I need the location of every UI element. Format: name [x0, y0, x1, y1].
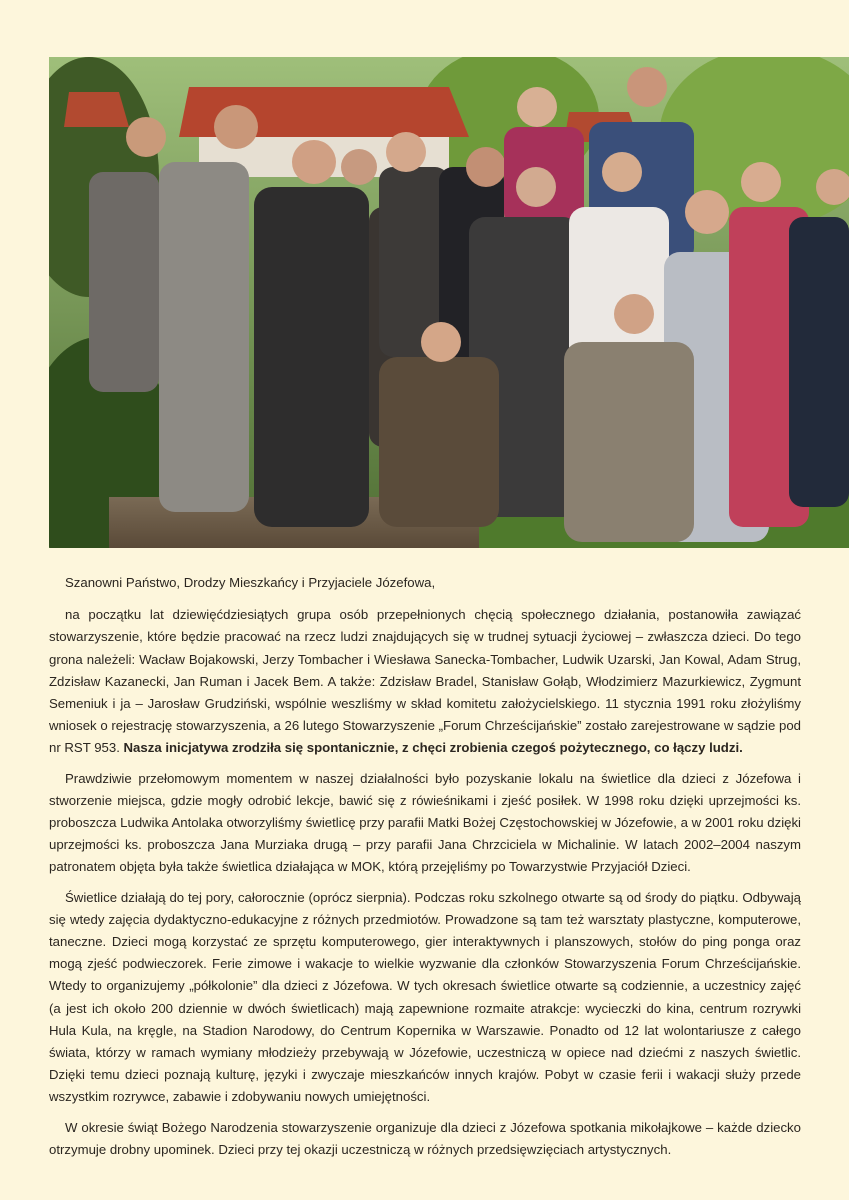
paragraph-1-bold: Nasza inicjatywa zrodziła się spontanicznie, z chęci zrobienia czegoś pożytecznego, co łączy ludzi.	[123, 740, 743, 756]
paragraph-3: Świetlice działają do tej pory, całorocznie (oprócz sierpnia). Podczas roku szkolnego otwarte są od środy do piątku. Odbywają się wtedy zajęcia dydaktyczno-edukacyjne z różnych przedmiotów. Prowadzone są tam też warsztaty plastyczne, komputerowe, taneczne. Dzieci mogą korzystać ze sprzętu komputerowego, gier interaktywnych i planszowych, stołów do ping ponga oraz mogą zjeść podwieczorek. Ferie zimowe i wakacje to wielkie wyzwanie dla członków Stowarzyszenia Forum Chrześcijańskie. Wtedy to organizujemy „półkolonie” dla dzieci z Józefowa. W tych okresach świetlice otwarte są codziennie, a uczestnicy zajęć (a jest ich około 200 dziennie w dwóch świetlicach) mają zapewnione rozmaite atrakcje: wycieczki do kina, centrum rozrywki Hula Kula, na kręgle, na Stadion Narodowy, do Centrum Kopernika w Warszawie. Ponadto od 12 lat wolontariusze z całego świata, którzy w ramach wymiany młodzieży przebywają w Józefowie, uczestniczą w opiece nad dziećmi z naszych świetlic. Dzięki temu dzieci poznają kulturę, języki i zwyczaje mieszkańców innych krajów. Pobyt w czasie ferii i wakacji służy przede wszystkim rozrywce, zabawie i zdobywaniu nowych umiejętności.	[49, 889, 801, 1105]
paragraph-4: W okresie świąt Bożego Narodzenia stowarzyszenie organizuje dla dzieci z Józefowa spotkania mikołajkowe – każde dziecko otrzymuje drobny upominek. Dzieci przy tej okazji uczestniczą w różnych przedsięwzięciach artystycznych.	[49, 1119, 801, 1157]
group-photo-icon	[49, 57, 849, 548]
paragraph-2: Prawdziwie przełomowym momentem w naszej działalności było pozyskanie lokalu na świetlice dla dzieci z Józefowa i stworzenie miejsca, gdzie mogły odrobić lekcje, bawić się z rówieśnikami i zjeść posiłek. W 1998 roku dzięki uprzejmości ks. proboszcza Ludwika Antolaka otworzyliśmy świetlicę przy parafii Matki Bożej Częstochowskiej w Józefowie, a w 2001 roku dzięki uprzejmości ks. proboszcza Jana Murziaka drugą – przy parafii Jana Chrzciciela w Michalinie. W latach 2002–2004 naszym patronatem objęta była także świetlica działająca w MOK, którą przejęliśmy po Towarzystwie Przyjaciół Dzieci.	[49, 770, 801, 875]
salutation: Szanowni Państwo, Drodzy Mieszkańcy i Przyjaciele Józefowa,	[65, 575, 436, 590]
article-text	[49, 572, 801, 1169]
paragraph-1	[49, 604, 801, 759]
group-photo	[49, 57, 849, 548]
paragraph-1-text: na początku lat dziewięćdziesiątych grupa osób przepełnionych chęcią społecznego działania, postanowiła zawiązać stowarzyszenie, które będzie pracować na rzecz ludzi znajdujących się w trudnej sytuacji życiowej – zwłaszcza dzieci. Do tego grona należeli: Wacław Bojakowski, Jerzy Tombacher i Wiesława Sanecka-Tombacher, Ludwik Uzarski, Jan Kowal, Adam Strug, Zdzisław Kazanecki, Jan Ruman i Jacek Bem. A także: Zdzisław Bradel, Stanisław Gołąb, Włodzimierz Mazurkiewicz, Zygmunt Semeniuk i ja – Jarosław Grudziński, wspólnie weszliśmy w skład komitetu założycielskiego. 11 stycznia 1991 roku złożyliśmy wniosek o rejestrację stowarzyszenia, a 26 lutego Stowarzyszenie „Forum Chrześcijańskie” zostało zarejestrowane w sądzie pod nr RST 953.	[49, 607, 801, 756]
